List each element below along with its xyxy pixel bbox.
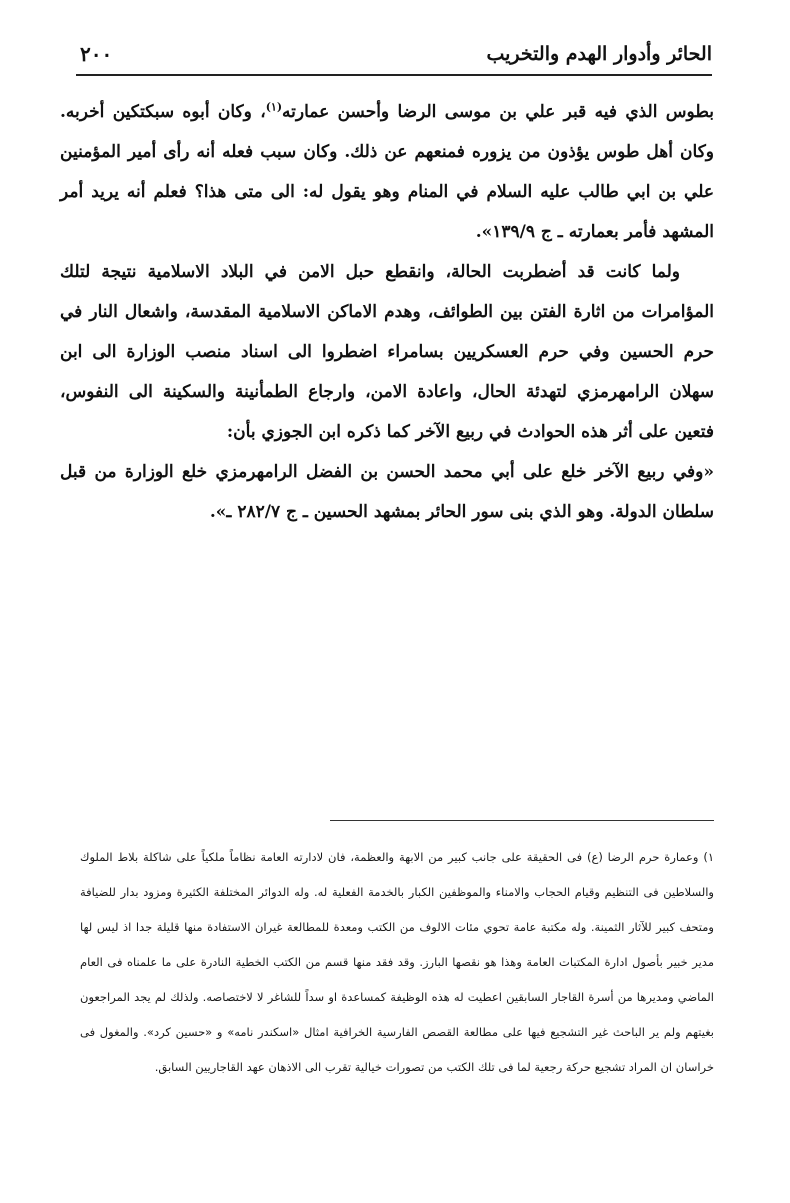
main-text [60, 92, 714, 532]
footnote-separator [330, 820, 714, 821]
running-title: الحائر وأدوار الهدم والتخريب [486, 43, 712, 65]
paragraph-3-quote: «وفي ربيع الآخر خلع على أبي محمد الحسن بن الفضل الرامهرمزي خلع الوزارة من قبل سلطان الدولة. وهو الذي بنى سور الحائر بمشهد الحسين ـ ج ٢٨٢/٧ ـ». [60, 462, 714, 522]
paragraph-2: ولما كانت قد أضطربت الحالة، وانقطع حبل الامن في البلاد الاسلامية نتيجة لتلك المؤامرات من اثارة الفتن بين الطوائف، وهدم الاماكن الاسلامية المقدسة، واشعال النار في حرم الحسين وفي حرم العسكريين بسامراء اضطروا الى اسناد منصب الوزارة الى ابن سهلان الرامهرمزي لتهدئة الحال، واعادة الامن، وارجاع الطمأنينة والسكينة الى النفوس، فتعين على أثر هذه الحوادث في ربيع الآخر كما ذكره ابن الجوزي بأن: [60, 262, 714, 442]
page-header [76, 34, 712, 76]
paragraph-1-start: بطوس الذي فيه قبر علي بن موسى الرضا وأحسن عمارته [282, 102, 715, 122]
paragraph-1 [60, 92, 714, 252]
footnote: ١) وعمارة حرم الرضا (ع) فى الحقيقة على جانب كبير من الابهة والعظمة، فان لادارته العامة نظاماً ملكياً على شاكلة بلاط الملوك والسلاطين فى التنظيم وقيام الحجاب والامناء والموظفين الكبار بالخدمة الفعلية له. وله الدوائر المختلفة الكثيرة ومزود بدار للضيافة ومتحف كبير للآثار الثمينة. وله مكتبة عامة تحوي مئات الالوف من الكتب ومعدة للمطالعة غيران الاستفادة منها قليلة جدا اذ ليس لها مدير خبير بأصول ادارة المكتبات العامة وهذا هو نقصها البارز. وقد فقد منها قسم من الكتب الخطية النادرة على ما علمناه فى العام الماضي ومديرها من أسرة القاجار السابقين اعطيت له هذه الوظيفة كمساعدة او سداً للشاغر لا لاختصاصه. ولذلك لم يجد المراجعون بغيتهم ولم ير الباحث غير التشجيع فيها على مطالعة القصص الفارسية الخرافية امثال «اسكندر نامه» و «حسين كرد». والمغول فى خراسان ان المراد تشجيع حركة رجعية لما فى تلك الكتب من تصورات خيالية تقرب الى الاذهان عهد القاجاريين السابق. [80, 850, 714, 1074]
footnote-reference[interactable]: (١) [265, 100, 283, 114]
page-number: ٢٠٠ [80, 42, 113, 66]
paragraph-1-rest: ، وكان أبوه سبكتكين أخربه. وكان أهل طوس يؤذون من يزوره فمنعهم عن ذلك. وكان سبب فعله أنه رأى أمير المؤمنين علي بن ابي طالب عليه السلام في المنام وهو يقول له: الى متى هذا؟ فعلم أنه يريد أمر المشهد فأمر بعمارته ـ ج ١٣٩/٩». [60, 102, 714, 242]
